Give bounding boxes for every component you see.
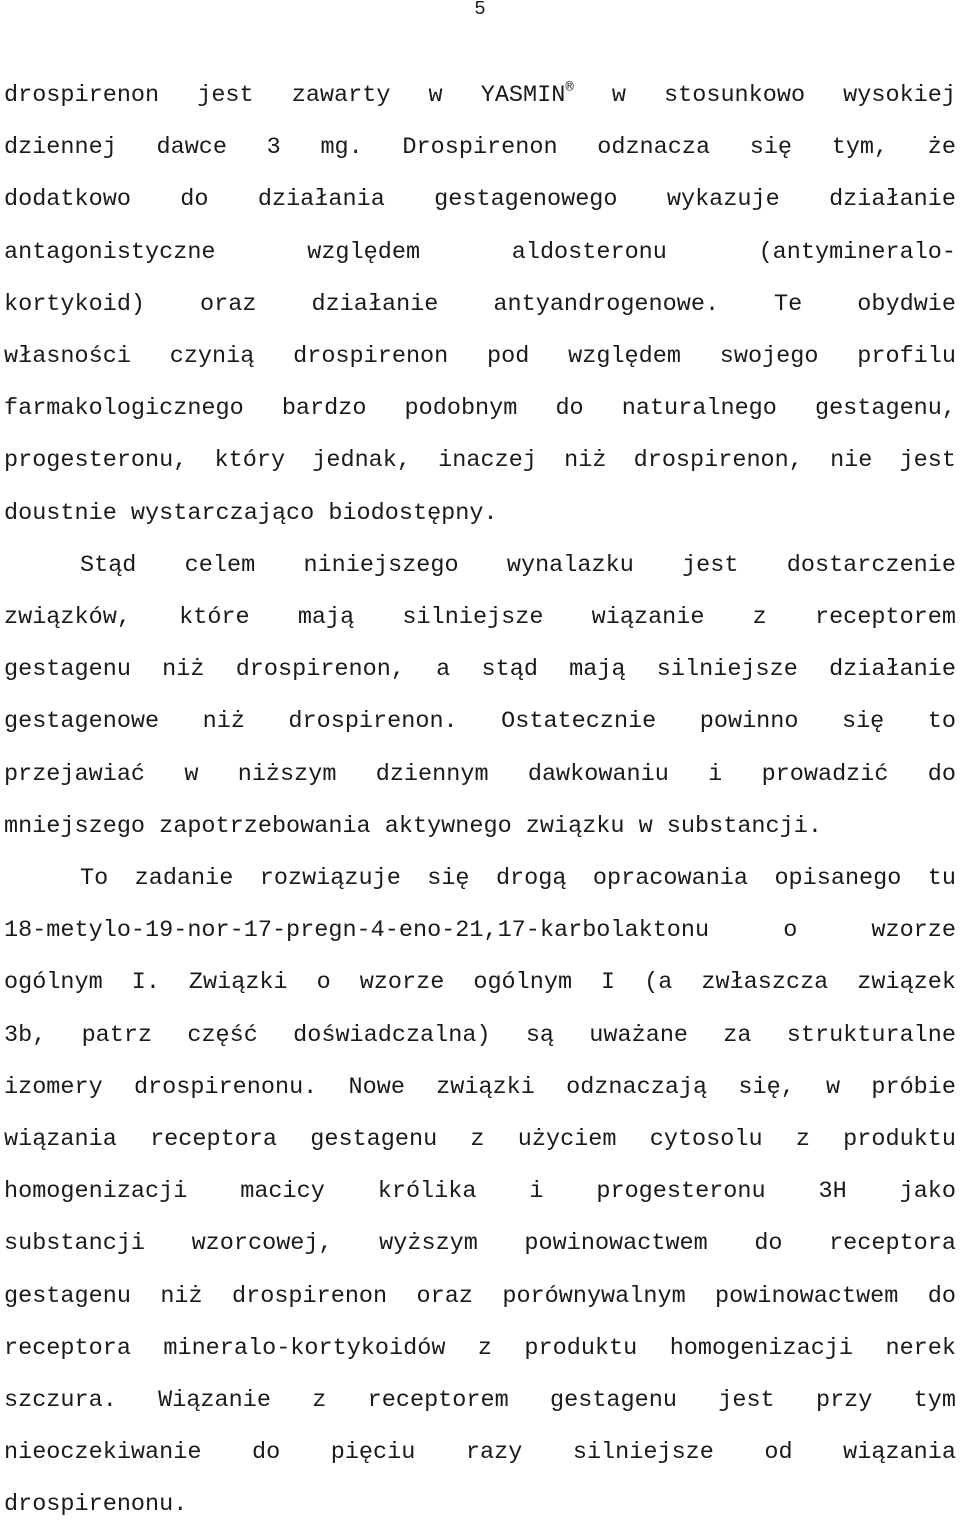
text-line: mniejszego zapotrzebowania aktywnego związku w substancji. [4, 812, 822, 840]
text-line: gestagenowe niż drospirenon. Ostatecznie powinno się to [4, 708, 956, 736]
text-line: drospirenonu. [4, 1491, 188, 1519]
text-line: wiązania receptora gestagenu z użyciem cytosolu z produktu [4, 1126, 956, 1153]
text-line: Stąd celem niniejszego wynalazku jest dostarczenie [80, 551, 956, 579]
text-line: szczura. Wiązanie z receptorem gestagenu jest przy tym [4, 1387, 956, 1414]
text-line: przejawiać w niższym dziennym dawkowaniu i prowadzić do [4, 760, 956, 788]
text-line: nieoczekiwanie do pięciu razy silniejsze od wiązania [4, 1439, 956, 1467]
text-line: 3b, patrz część doświadczalna) są uważane za strukturalne [4, 1021, 956, 1049]
text-line: kortykoid) oraz działanie antyandrogenowe. Te obydwie [4, 290, 956, 318]
text-line: związków, które mają silniejsze wiązanie z receptorem [4, 604, 956, 631]
text-segment: drospirenon jest zawarty w YASMIN [4, 82, 566, 109]
text-line: receptora mineralo-kortykoidów z produktu homogenizacji nerek [4, 1334, 956, 1362]
text-line: antagonistyczne względem aldosteronu (antymineralo- [4, 238, 956, 266]
text-line: doustnie wystarczająco biodostępny. [4, 499, 498, 527]
text-line: izomery drospirenonu. Nowe związki odznaczają się, w próbie [4, 1073, 956, 1101]
text-line: 18-metylo-19-nor-17-pregn-4-eno-21,17-karbolaktonu o wzorze [4, 917, 956, 945]
text-line: homogenizacji macicy królika i progesteronu 3H jako [4, 1178, 956, 1206]
text-line: gestagenu niż drospirenon, a stąd mają silniejsze działanie [4, 656, 956, 684]
text-line: To zadanie rozwiązuje się drogą opracowania opisanego tu [80, 865, 956, 892]
text-line: farmakologicznego bardzo podobnym do naturalnego gestagenu, [4, 395, 956, 423]
text-line: substancji wzorcowej, wyższym powinowactwem do receptora [4, 1230, 956, 1258]
text-line: gestagenu niż drospirenon oraz porównywalnym powinowactwem do [4, 1282, 956, 1310]
text-segment: w stosunkowo wysokiej [573, 82, 956, 109]
text-line: dodatkowo do działania gestagenowego wykazuje działanie [4, 186, 956, 214]
registered-trademark-mark: ® [565, 80, 574, 96]
text-line: ogólnym I. Związki o wzorze ogólnym I (a zwłaszcza związek [4, 969, 956, 997]
text-line: progesteronu, który jednak, inaczej niż drospirenon, nie jest [4, 447, 956, 475]
text-line: własności czynią drospirenon pod względem swojego profilu [4, 343, 956, 370]
page-number: 5 [474, 0, 486, 20]
text-line: dziennej dawce 3 mg. Drospirenon odznacza się tym, że [4, 134, 956, 162]
text-line [4, 81, 956, 111]
